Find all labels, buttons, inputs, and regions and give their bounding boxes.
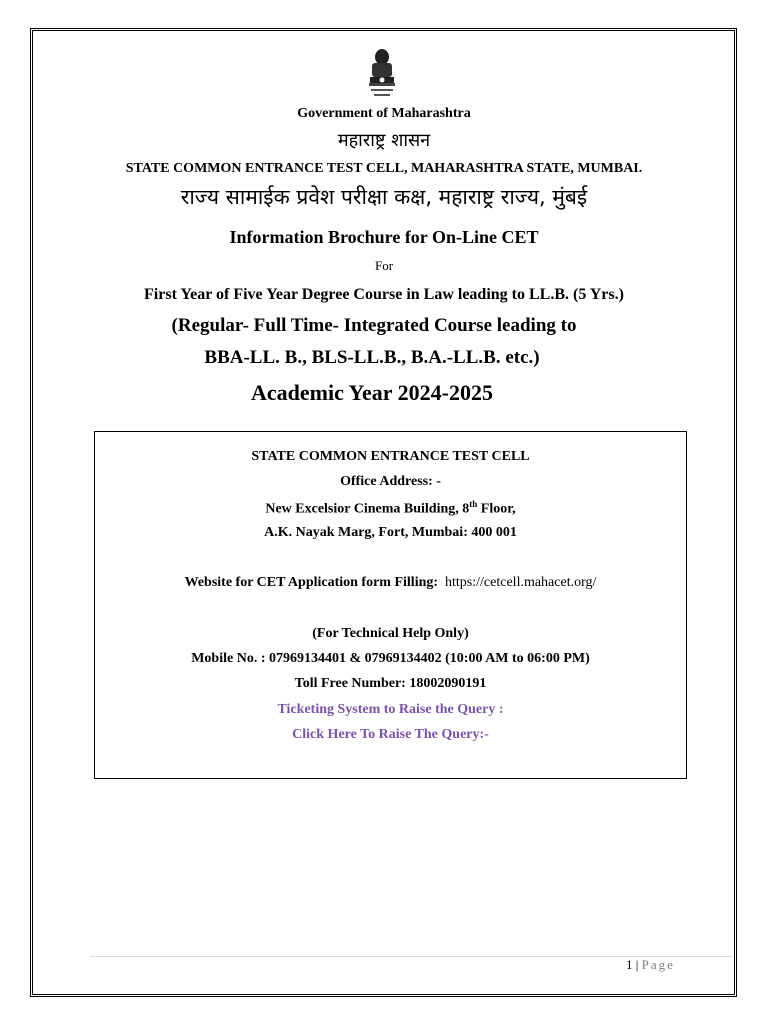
cell-title-mr: राज्य सामाईक प्रवेश परीक्षा कक्ष, महाराष्ट्र राज्य, मुंबई <box>180 185 588 209</box>
address-line-1-sup: th <box>469 499 478 509</box>
contact-org: STATE COMMON ENTRANCE TEST CELL <box>251 449 530 464</box>
raise-query-link[interactable]: Click Here To Raise The Query:- <box>292 727 489 742</box>
course-degrees-line: BBA-LL. B., BLS-LL.B., B.A.-LL.B. etc.) <box>204 347 540 368</box>
page-number: 1 <box>626 957 633 972</box>
toll-free-number: Toll Free Number: 18002090191 <box>294 676 487 691</box>
government-title-mr: महाराष्ट्र शासन <box>337 130 431 151</box>
page-separator: | <box>635 957 639 972</box>
website-line <box>94 575 687 591</box>
course-regular-line: (Regular- Full Time- Integrated Course leading to <box>171 315 577 336</box>
page-word: Page <box>641 957 675 972</box>
mobile-numbers: Mobile No. : 07969134401 & 07969134402 (10:00 AM to 06:00 PM) <box>191 651 590 666</box>
address-line-2: A.K. Nayak Marg, Fort, Mumbai: 400 001 <box>264 525 517 540</box>
website-link[interactable]: https://cetcell.mahacet.org/ <box>445 575 597 590</box>
address-line-1-post: Floor, <box>477 501 516 517</box>
for-label: For <box>374 258 394 273</box>
address-line-1-pre: New Excelsior Cinema Building, 8 <box>265 501 470 517</box>
address-line-1 <box>94 499 687 518</box>
course-title: First Year of Five Year Degree Course in Law leading to LL.B. (5 Yrs.) <box>144 286 624 303</box>
tech-help-label: (For Technical Help Only) <box>312 626 469 641</box>
academic-year: Academic Year 2024-2025 <box>251 380 493 405</box>
office-address-label: Office Address: - <box>340 474 441 489</box>
website-label: Website for CET Application form Filling: <box>184 575 439 590</box>
national-emblem-icon <box>364 45 400 105</box>
brochure-title: Information Brochure for On-Line CET <box>229 227 539 247</box>
ticketing-system-link[interactable]: Ticketing System to Raise the Query : <box>277 702 504 717</box>
cell-title-en: STATE COMMON ENTRANCE TEST CELL, MAHARASHTRA STATE, MUMBAI. <box>125 161 643 176</box>
government-title-en: Government of Maharashtra <box>297 106 471 121</box>
page-number-footer <box>626 957 675 973</box>
